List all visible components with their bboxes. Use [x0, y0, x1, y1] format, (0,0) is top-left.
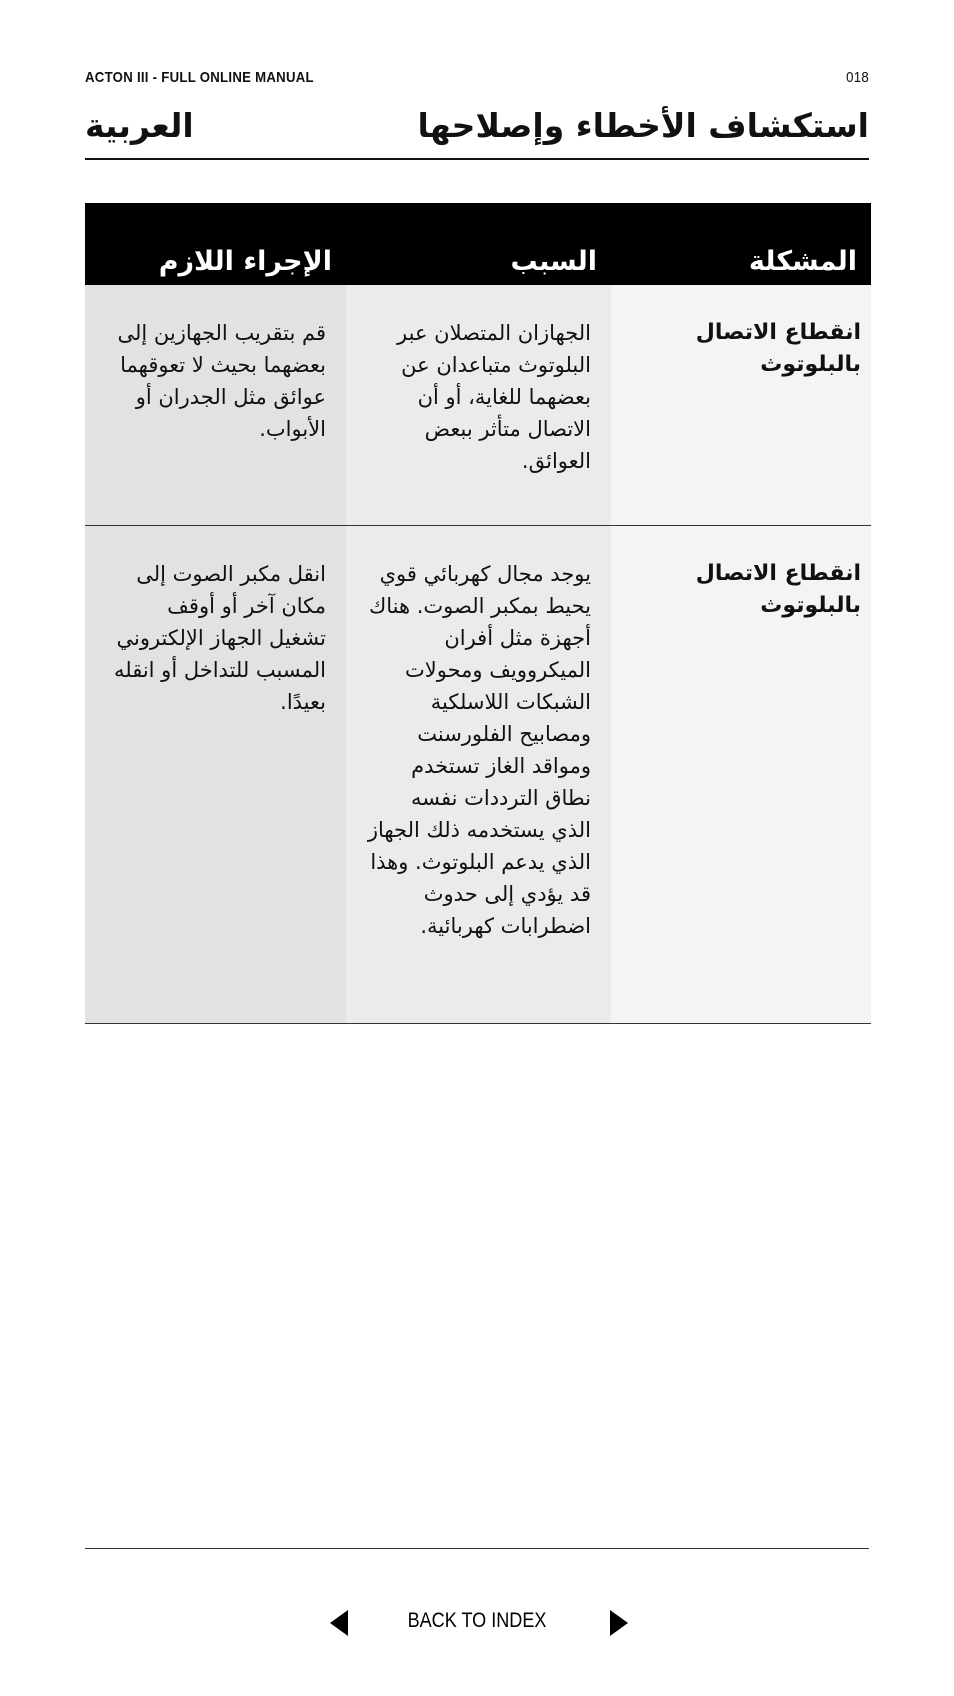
cause-cell: الجهازان المتصلان عبر البلوتوث متباعدان عن بعضهما للغاية، أو أن الاتصال متأثر ببعض العوائق.	[346, 285, 611, 526]
section-title: استكشاف الأخطاء وإصلاحها	[417, 106, 869, 145]
footer-divider	[85, 1548, 869, 1549]
action-cell: انقل مكبر الصوت إلى مكان آخر أو أوقف تشغيل الجهاز الإلكتروني المسبب للتداخل أو انقله بعيدًا.	[85, 526, 346, 1024]
problem-cell: انقطاع الاتصال بالبلوتوث	[611, 285, 871, 526]
action-cell: قم بتقريب الجهازين إلى بعضهما بحيث لا تعوقهما عوائق مثل الجدران أو الأبواب.	[85, 285, 346, 526]
back-to-index-link[interactable]: BACK TO INDEX	[407, 1609, 547, 1632]
footer-navigation	[0, 1603, 954, 1643]
troubleshooting-table	[85, 203, 871, 1024]
cause-cell: يوجد مجال كهربائي قوي يحيط بمكبر الصوت. هناك أجهزة مثل أفران الميكروويف ومحولات الشبكات اللاسلكية ومصابيح الفلورسنت ومواقد الغاز تستخدم نطاق الترددات نفسه الذي يستخدمه ذلك الجهاز الذي يدعم البلوتوث. وهذا قد يؤدي إلى حدوث اضطرابات كهربائية.	[346, 526, 611, 1024]
manual-title: ACTON III - FULL ONLINE MANUAL	[85, 69, 314, 86]
problem-cell: انقطاع الاتصال بالبلوتوث	[611, 526, 871, 1024]
table-header-row	[85, 203, 871, 285]
title-row	[85, 100, 869, 160]
language-label: العربية	[85, 106, 194, 145]
triangle-left-icon[interactable]	[330, 1610, 348, 1636]
column-header-action: الإجراء اللازم	[85, 203, 346, 285]
page-number: 018	[846, 69, 869, 86]
table-row	[85, 526, 871, 1024]
table-row	[85, 285, 871, 526]
column-header-cause: السبب	[346, 203, 611, 285]
page-header	[85, 67, 869, 89]
triangle-right-icon[interactable]	[610, 1610, 628, 1636]
column-header-problem: المشكلة	[611, 203, 871, 285]
